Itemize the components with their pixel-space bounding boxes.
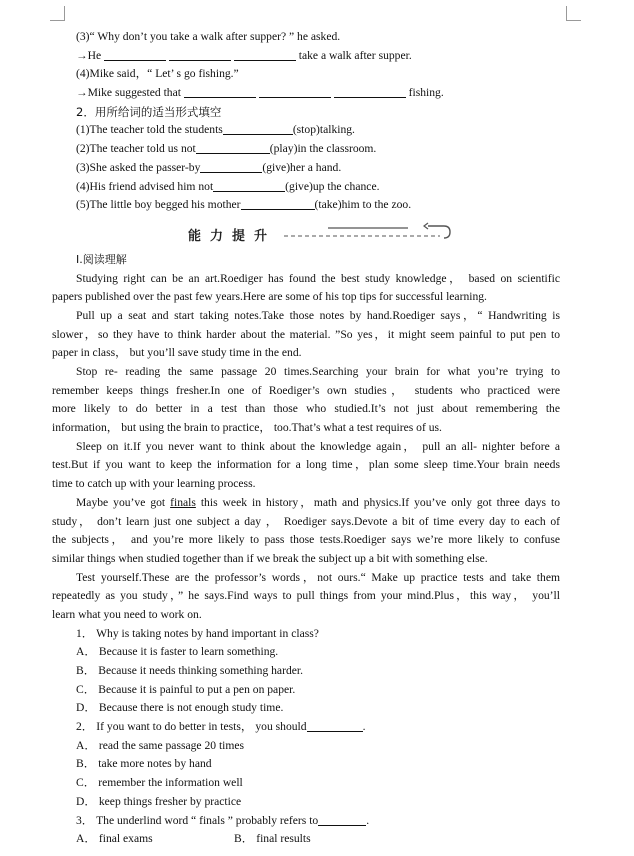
option-d[interactable]: D． Because there is not enough study time. [76, 701, 284, 715]
answer-blank[interactable] [104, 48, 166, 61]
option-b[interactable]: B． take more notes by hand [76, 757, 212, 771]
page-corner-mark-right [566, 6, 581, 21]
rewrite-q4-answer-line: →Mike suggested that fishing. [76, 86, 444, 100]
worksheet-page [52, 28, 560, 849]
question-3 [52, 812, 560, 849]
underlined-word-finals: finals [170, 495, 196, 509]
answer-blank[interactable] [318, 813, 366, 826]
reading-paragraph-5: Maybe you’ve got finals this week in history，math and physics.If you’ve only got three days to study， don’t learn just one subject a day ， Roediger says.Devote a bit of time every day to each of the subjects， and you’re more likely to pass those tests.Roediger says we’re more likely to confuse similar things when studied together than if we break the subject up a bit with something else. [52, 495, 560, 565]
banner-decoration [52, 219, 560, 249]
arrow-label: →Mike suggested that [76, 86, 181, 100]
option-c[interactable]: C． remember the information well [76, 776, 243, 790]
reading-paragraph-6: Test yourself.These are the professor’s words，not ours.“ Make up practice tests and take them repeatedly as you study，” he says.Find ways to pull things from your mind.Plus，this way， you’ll learn what you need to work on. [52, 570, 560, 621]
answer-blank[interactable] [213, 179, 285, 192]
option-c[interactable]: C． Because it is painful to put a pen on paper. [76, 682, 296, 696]
reading-paragraph-3: Stop re- reading the same passage 20 times.Searching your brain for what you’re trying to remember keeps things fresher.In one of Roediger’s own studies， students who practiced were more likely to do better in a test than those who studied.It’s not just about remembering the information， but using the brain to practice， too.That’s what a test requires of us. [52, 365, 560, 435]
rewrite-q4: (4)Mike said，“ Let’ s go fishing.” [76, 67, 239, 81]
rewrite-q3-answer-line: →He take a walk after supper. [76, 48, 412, 62]
option-row [52, 830, 560, 849]
fill-item-3: (3)She asked the passer-by (give)her a hand. [76, 160, 342, 174]
arrow-label: →He [76, 48, 102, 62]
question-1 [52, 625, 560, 718]
section-banner [52, 219, 560, 249]
fill-item-1: (1)The teacher told the students (stop)talking. [76, 123, 355, 137]
reading-paragraph-4: Sleep on it.If you never want to think about the knowledge again， pull an all- nighter before a test.But if you want to keep the information for a long time，plan some sleep time.Your brain needs time to catch up with your learning process. [52, 439, 560, 491]
section-2-title: 2．用所给词的适当形式填空 [76, 104, 222, 119]
fill-item-4: (4)His friend advised him not (give)up the chance. [76, 179, 380, 193]
answer-blank[interactable] [334, 85, 406, 98]
answer-blank[interactable] [307, 719, 363, 732]
question-stem: 3． The underlind word “ finals ” probably refers to . [76, 813, 370, 827]
option-b[interactable]: B． Because it needs thinking something harder. [76, 664, 304, 677]
answer-blank[interactable] [184, 85, 256, 98]
answer-blank[interactable] [196, 141, 270, 154]
option-a[interactable]: A． final exams [76, 832, 153, 846]
answer-blank[interactable] [259, 85, 331, 98]
fill-item-2: (2)The teacher told us not (play)in the classroom. [76, 142, 377, 156]
question-2 [52, 718, 560, 811]
answer-blank[interactable] [241, 197, 315, 210]
question-stem: 1． Why is taking notes by hand important in class? [76, 626, 319, 640]
question-stem: 2． If you want to do better in tests， you should . [76, 720, 366, 734]
reading-paragraph-1: Studying right can be an art.Roediger has found the best study knowledge， based on scientific papers published over the past few years.Here are some of his top tips for successful learning. [52, 271, 560, 304]
answer-blank[interactable] [200, 160, 262, 173]
answer-blank[interactable] [234, 48, 296, 61]
answer-blank[interactable] [169, 48, 231, 61]
option-d[interactable]: D． keep things fresher by practice [76, 794, 242, 808]
option-a[interactable]: A． read the same passage 20 times [76, 738, 245, 752]
fill-item-5: (5)The little boy begged his mother (take)him to the zoo. [76, 198, 412, 212]
page-corner-mark-left [50, 6, 65, 21]
reading-heading: Ⅰ.阅读理解 [76, 252, 127, 266]
reading-paragraph-2: Pull up a seat and start taking notes.Take those notes by hand.Roediger says，“ Handwriting is slower，so they have to think harder about the material. ”So yes，it might seem painful to put pen to paper in class， but you’ll save study time in the end. [52, 308, 560, 360]
option-b[interactable]: B． final results [234, 832, 311, 846]
answer-blank[interactable] [223, 122, 293, 135]
banner-title: 能力提升 [188, 228, 277, 244]
option-a[interactable]: A． Because it is faster to learn something. [76, 645, 279, 659]
rewrite-q3: (3)“ Why don’t you take a walk after supper? ” he asked. [76, 30, 341, 43]
